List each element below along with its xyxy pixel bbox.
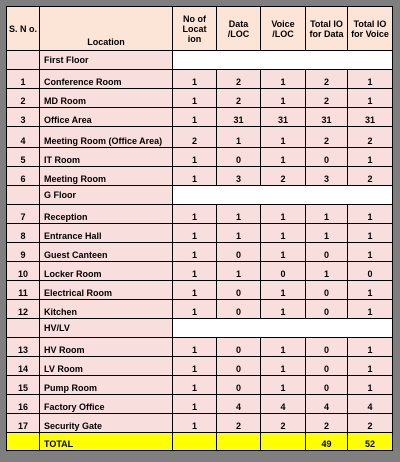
table-row xyxy=(7,338,393,357)
total-io-data-value: 49 xyxy=(306,433,348,451)
data-per-loc-cell: 0 xyxy=(217,357,261,376)
total-io-voice-cell: 1 xyxy=(348,148,393,167)
total-io-data-cell: 0 xyxy=(306,338,348,357)
data-per-loc-cell: 0 xyxy=(217,281,261,300)
voice-per-loc-cell: 1 xyxy=(261,205,306,224)
location-cell: Meeting Room (Office Area) xyxy=(40,127,173,148)
total-io-data-cell: 4 xyxy=(306,395,348,414)
table-row xyxy=(7,357,393,376)
no-of-location-cell: 1 xyxy=(173,338,217,357)
location-cell: Conference Room xyxy=(40,70,173,89)
no-of-location-cell: 1 xyxy=(173,243,217,262)
header-location: Location xyxy=(40,7,173,51)
table-row xyxy=(7,205,393,224)
table-row xyxy=(7,376,393,395)
total-io-voice-cell: 0 xyxy=(348,262,393,281)
section-blank-cell xyxy=(173,51,393,70)
total-io-voice-value: 52 xyxy=(348,433,393,451)
total-io-voice-cell: 2 xyxy=(348,127,393,148)
data-per-loc-cell: 1 xyxy=(217,205,261,224)
total-io-data-cell: 2 xyxy=(306,414,348,433)
voice-per-loc-cell: 1 xyxy=(261,338,306,357)
no-of-location-cell: 1 xyxy=(173,281,217,300)
location-cell: Security Gate xyxy=(40,414,173,433)
header-total-io-voice: Total IO for Voice xyxy=(348,7,393,51)
section-sno-cell xyxy=(7,319,40,338)
section-row xyxy=(7,51,393,70)
voice-per-loc-cell: 1 xyxy=(261,243,306,262)
sno-cell: 15 xyxy=(7,376,40,395)
sno-cell: 3 xyxy=(7,108,40,127)
sno-cell: 2 xyxy=(7,89,40,108)
sno-cell: 14 xyxy=(7,357,40,376)
voice-per-loc-cell: 1 xyxy=(261,300,306,319)
sno-cell: 9 xyxy=(7,243,40,262)
no-of-location-cell: 1 xyxy=(173,224,217,243)
total-io-voice-cell: 1 xyxy=(348,338,393,357)
sno-cell: 16 xyxy=(7,395,40,414)
table-body xyxy=(7,51,393,451)
no-of-location-cell: 1 xyxy=(173,148,217,167)
data-per-loc-cell: 2 xyxy=(217,414,261,433)
section-sno-cell xyxy=(7,186,40,205)
total-empty-cell xyxy=(261,433,306,451)
total-io-data-cell: 2 xyxy=(306,127,348,148)
section-blank-cell xyxy=(173,186,393,205)
data-per-loc-cell: 2 xyxy=(217,89,261,108)
data-per-loc-cell: 0 xyxy=(217,300,261,319)
total-io-voice-cell: 1 xyxy=(348,357,393,376)
data-per-loc-cell: 31 xyxy=(217,108,261,127)
no-of-location-cell: 1 xyxy=(173,167,217,186)
location-cell: HV Room xyxy=(40,338,173,357)
section-title: HV/LV xyxy=(40,319,173,338)
data-per-loc-cell: 1 xyxy=(217,262,261,281)
data-per-loc-cell: 1 xyxy=(217,224,261,243)
sno-cell: 4 xyxy=(7,127,40,148)
data-per-loc-cell: 3 xyxy=(217,167,261,186)
section-sno-cell xyxy=(7,51,40,70)
data-per-loc-cell: 0 xyxy=(217,376,261,395)
voice-per-loc-cell: 1 xyxy=(261,281,306,300)
total-io-voice-cell: 1 xyxy=(348,224,393,243)
voice-per-loc-cell: 1 xyxy=(261,148,306,167)
sno-cell: 10 xyxy=(7,262,40,281)
total-io-data-cell: 0 xyxy=(306,281,348,300)
total-empty-cell xyxy=(217,433,261,451)
total-io-data-cell: 0 xyxy=(306,376,348,395)
total-sno-cell xyxy=(7,433,40,451)
sno-cell: 1 xyxy=(7,70,40,89)
table-row xyxy=(7,395,393,414)
table-row xyxy=(7,89,393,108)
sno-cell: 11 xyxy=(7,281,40,300)
no-of-location-cell: 1 xyxy=(173,89,217,108)
total-io-voice-cell: 1 xyxy=(348,70,393,89)
data-per-loc-cell: 0 xyxy=(217,243,261,262)
no-of-location-cell: 1 xyxy=(173,205,217,224)
location-cell: Factory Office xyxy=(40,395,173,414)
total-io-data-cell: 1 xyxy=(306,262,348,281)
total-io-voice-cell: 31 xyxy=(348,108,393,127)
sno-cell: 13 xyxy=(7,338,40,357)
header-row xyxy=(7,7,393,51)
total-io-data-cell: 3 xyxy=(306,167,348,186)
location-cell: Office Area xyxy=(40,108,173,127)
no-of-location-cell: 1 xyxy=(173,376,217,395)
io-count-table xyxy=(6,6,393,451)
location-cell: Locker Room xyxy=(40,262,173,281)
voice-per-loc-cell: 1 xyxy=(261,89,306,108)
no-of-location-cell: 1 xyxy=(173,395,217,414)
table-row xyxy=(7,224,393,243)
voice-per-loc-cell: 31 xyxy=(261,108,306,127)
table-row xyxy=(7,414,393,433)
header-sno: S. N o. xyxy=(7,7,40,51)
section-title: First Floor xyxy=(40,51,173,70)
total-io-voice-cell: 4 xyxy=(348,395,393,414)
data-per-loc-cell: 0 xyxy=(217,148,261,167)
total-io-data-cell: 0 xyxy=(306,357,348,376)
location-cell: Pump Room xyxy=(40,376,173,395)
total-io-voice-cell: 2 xyxy=(348,414,393,433)
total-row xyxy=(7,433,393,451)
voice-per-loc-cell: 0 xyxy=(261,262,306,281)
header-no-of-location: No of Locat ion xyxy=(173,7,217,51)
sno-cell: 5 xyxy=(7,148,40,167)
location-cell: Guest Canteen xyxy=(40,243,173,262)
total-io-data-cell: 0 xyxy=(306,300,348,319)
location-cell: Meeting Room xyxy=(40,167,173,186)
header-data-per-loc: Data /LOC xyxy=(217,7,261,51)
total-io-voice-cell: 1 xyxy=(348,89,393,108)
location-cell: Electrical Room xyxy=(40,281,173,300)
data-per-loc-cell: 0 xyxy=(217,338,261,357)
location-cell: IT Room xyxy=(40,148,173,167)
section-row xyxy=(7,319,393,338)
table-row xyxy=(7,167,393,186)
data-per-loc-cell: 2 xyxy=(217,70,261,89)
table-row xyxy=(7,108,393,127)
voice-per-loc-cell: 4 xyxy=(261,395,306,414)
sno-cell: 8 xyxy=(7,224,40,243)
table-row xyxy=(7,148,393,167)
section-blank-cell xyxy=(173,319,393,338)
location-cell: Reception xyxy=(40,205,173,224)
total-io-data-cell: 1 xyxy=(306,205,348,224)
total-io-voice-cell: 1 xyxy=(348,376,393,395)
table-row xyxy=(7,243,393,262)
voice-per-loc-cell: 1 xyxy=(261,70,306,89)
no-of-location-cell: 2 xyxy=(173,127,217,148)
voice-per-loc-cell: 1 xyxy=(261,224,306,243)
section-title: G Floor xyxy=(40,186,173,205)
voice-per-loc-cell: 1 xyxy=(261,357,306,376)
sno-cell: 17 xyxy=(7,414,40,433)
no-of-location-cell: 1 xyxy=(173,70,217,89)
total-io-data-cell: 0 xyxy=(306,148,348,167)
total-label: TOTAL xyxy=(40,433,173,451)
total-io-data-cell: 2 xyxy=(306,89,348,108)
total-io-data-cell: 2 xyxy=(306,70,348,89)
voice-per-loc-cell: 1 xyxy=(261,127,306,148)
total-io-data-cell: 1 xyxy=(306,224,348,243)
voice-per-loc-cell: 1 xyxy=(261,376,306,395)
no-of-location-cell: 1 xyxy=(173,108,217,127)
table-row xyxy=(7,262,393,281)
no-of-location-cell: 1 xyxy=(173,357,217,376)
sno-cell: 6 xyxy=(7,167,40,186)
no-of-location-cell: 1 xyxy=(173,414,217,433)
total-io-data-cell: 0 xyxy=(306,243,348,262)
section-row xyxy=(7,186,393,205)
no-of-location-cell: 1 xyxy=(173,262,217,281)
voice-per-loc-cell: 2 xyxy=(261,414,306,433)
total-io-data-cell: 31 xyxy=(306,108,348,127)
io-count-table-container xyxy=(6,6,392,451)
sno-cell: 12 xyxy=(7,300,40,319)
location-cell: MD Room xyxy=(40,89,173,108)
data-per-loc-cell: 1 xyxy=(217,127,261,148)
location-cell: Entrance Hall xyxy=(40,224,173,243)
header-voice-per-loc: Voice /LOC xyxy=(261,7,306,51)
voice-per-loc-cell: 2 xyxy=(261,167,306,186)
total-io-voice-cell: 1 xyxy=(348,300,393,319)
total-io-voice-cell: 1 xyxy=(348,205,393,224)
total-io-voice-cell: 2 xyxy=(348,167,393,186)
table-row xyxy=(7,127,393,148)
location-cell: Kitchen xyxy=(40,300,173,319)
no-of-location-cell: 1 xyxy=(173,300,217,319)
total-empty-cell xyxy=(173,433,217,451)
table-row xyxy=(7,70,393,89)
location-cell: LV Room xyxy=(40,357,173,376)
total-io-voice-cell: 1 xyxy=(348,281,393,300)
table-row xyxy=(7,300,393,319)
sno-cell: 7 xyxy=(7,205,40,224)
header-total-io-data: Total IO for Data xyxy=(306,7,348,51)
table-row xyxy=(7,281,393,300)
total-io-voice-cell: 1 xyxy=(348,243,393,262)
data-per-loc-cell: 4 xyxy=(217,395,261,414)
